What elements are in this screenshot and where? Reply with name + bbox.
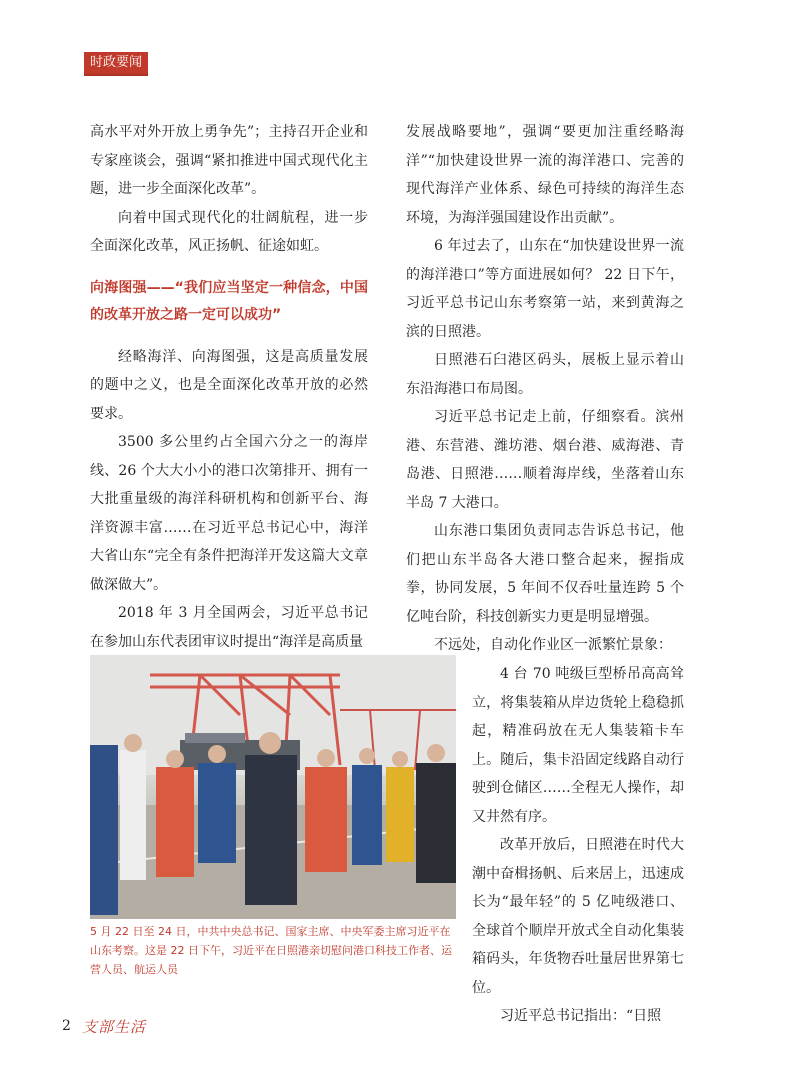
paragraph: 向着中国式现代化的壮阔航程，进一步全面深化改革，风正扬帆、征途如虹。 xyxy=(90,209,368,254)
paragraph: 日照港石臼港区码头，展板上显示着山东沿海港口布局图。 xyxy=(406,352,684,397)
paragraph: 高水平对外开放上勇争先”；主持召开企业和专家座谈会，强调“紧扣推进中国式现代化主题，进一步全面深化改革”。 xyxy=(90,124,368,197)
page-number: 2 xyxy=(62,1018,71,1034)
paragraph: 习近平总书记指出：“日照 xyxy=(500,1008,662,1024)
left-column xyxy=(90,118,368,656)
paragraph: 4 台 70 吨级巨型桥吊高高耸立，将集装箱从岸边货轮上稳稳抓起，精准码放在无人集装箱卡车上。随后，集卡沿固定线路自动行驶到仓储区……全程无人操作，却又井然有序。 xyxy=(472,666,684,825)
paragraph: 2018 年 3 月全国两会，习近平总书记在参加山东代表团审议时提出“海洋是高质量 xyxy=(90,605,368,650)
paragraph: 不远处，自动化作业区一派繁忙景象： xyxy=(434,637,672,653)
paragraph: 习近平总书记走上前，仔细察看。滨州港、东营港、潍坊港、烟台港、威海港、青岛港、日照港……顺着海岸线，坐落着山东半岛 7 大港口。 xyxy=(406,409,684,511)
paragraph: 3500 多公里约占全国六分之一的海岸线、26 个大大小小的港口次第排开、拥有一大批重量级的海洋科研机构和创新平台、海洋资源丰富……在习近平总书记心中，海洋大省山东“完全有条件把海洋开发这篇大文章做深做大”。 xyxy=(90,434,368,593)
photo-illustration xyxy=(90,655,456,919)
section-subheading: 向海图强——“我们应当坚定一种信念，中国的改革开放之路一定可以成功” xyxy=(90,279,368,323)
port-visit-photo xyxy=(90,655,456,919)
wrap-column xyxy=(472,660,684,1031)
photo-caption: 5 月 22 日至 24 日，中共中央总书记、国家主席、中央军委主席习近平在山东考察。这是 22 日下午，习近平在日照港亲切慰问港口科技工作者、运营人员、航运人员 xyxy=(90,925,452,976)
paragraph: 改革开放后，日照港在时代大潮中奋楫扬帆、后来居上，迅速成长为“最年轻”的 5 亿吨级港口、全球首个顺岸开放式全自动化集装箱码头，年货物吞吐量居世界第七位。 xyxy=(472,837,684,996)
paragraph: 山东港口集团负责同志告诉总书记，他们把山东半岛各大港口整合起来，握指成拳，协同发展，5 年间不仅吞吐量连跨 5 个亿吨台阶，科技创新实力更是明显增强。 xyxy=(406,523,684,625)
section-label: 时政要闻 xyxy=(84,52,148,76)
right-column xyxy=(406,118,684,660)
magazine-logo: 支部生活 xyxy=(82,1018,147,1036)
paragraph: 经略海洋、向海图强，这是高质量发展的题中之义，也是全面深化改革开放的必然要求。 xyxy=(90,348,368,422)
paragraph: 发展战略要地”，强调“要更加注重经略海洋”“加快建设世界一流的海洋港口、完善的现代海洋产业体系、绿色可持续的海洋生态环境，为海洋强国建设作出贡献”。 xyxy=(406,124,684,226)
paragraph: 6 年过去了，山东在“加快建设世界一流的海洋港口”等方面进展如何？ 22 日下午，习近平总书记山东考察第一站，来到黄海之滨的日照港。 xyxy=(406,238,684,340)
